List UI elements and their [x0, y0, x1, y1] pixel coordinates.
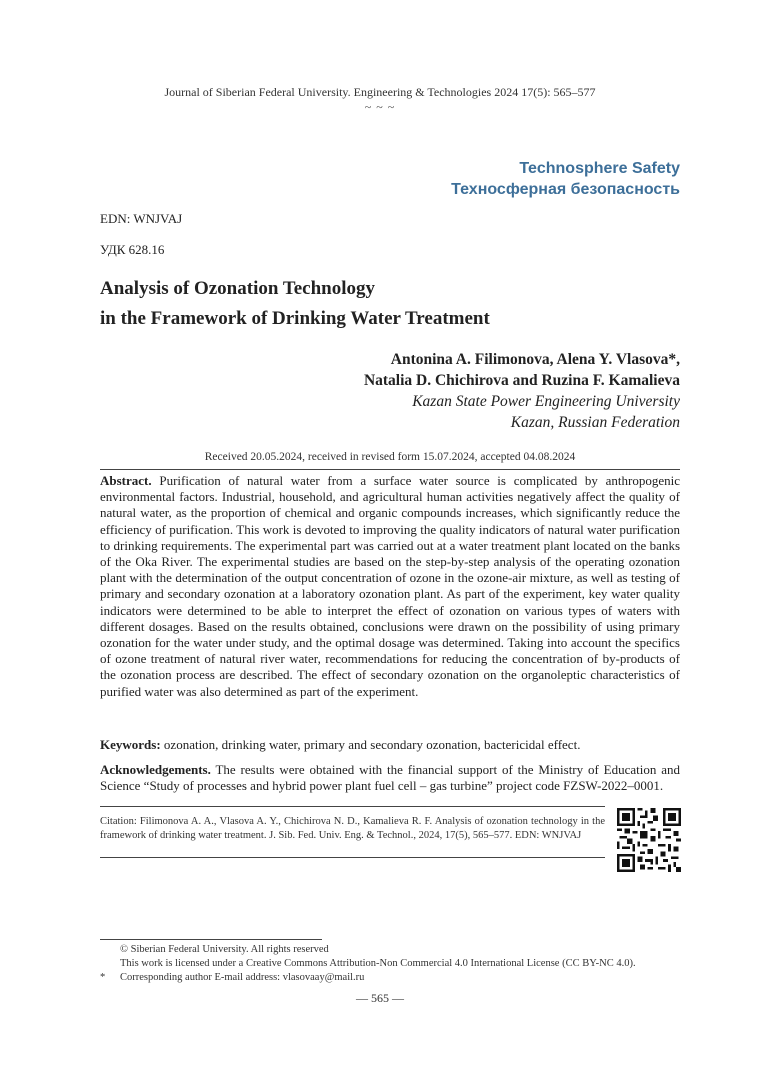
keywords	[100, 737, 680, 753]
abstract	[100, 473, 680, 700]
citation: Citation: Filimonova A. A., Vlasova A. Y., Chichirova N. D., Kamalieva R. F. Analysis of ozonation technology in the framework of drinking water treatment. J. Sib. Fed. Univ. Eng. & Technol., 2024, 17(5), 565–577. EDN: WNJVAJ	[100, 816, 605, 841]
footnote-divider	[100, 939, 322, 940]
abstract-text: Purification of natural water from a surface water source is complicated by anthropogenic environmental factors. Industrial, household, and agricultural human activities negatively affect the quality of natural water, as the proportion of chemical and organic compounds increases, which significantly reduce the efficiency of purification. This work is devoted to improving the quality indicators of natural water purification to drinking requirements. The experimental part was carried out at a water treatment plant located on the banks of the Oka River. The experimental studies are based on the step-by-step analysis of the operating ozonation plant with the determination of the output concentration of ozone in the ozone-air mixture, as well as testing of primary and secondary ozonation at a laboratory ozonation plant. As part of the experiment, key water quality indicators were determined to be able to interpret the effect of ozonation on various types of waters with different dosages. Based on the results obtained, conclusions were drawn on the possibility of using primary ozonation for the water under study, and the optimal dosage was determined. Taking into account the specifics of ozone treatment of natural river water, recommendations for reducing the concentration of by-products of the ozonation process are described. The effect of secondary ozonation on the organoleptic characteristics of purified water was also determined as part of the experiment.	[100, 473, 681, 699]
authors-line-2: Natalia D. Chichirova and Ruzina F. Kamalieva	[363, 372, 680, 389]
edn-code: EDN: WNJVAJ	[100, 211, 183, 226]
affiliation-line-1: Kazan State Power Engineering University	[412, 393, 680, 410]
article-title-line-1: Analysis of Ozonation Technology	[100, 278, 376, 299]
section-title-en: Technosphere Safety	[519, 160, 680, 177]
received-dates: Received 20.05.2024, received in revised form 15.07.2024, accepted 04.08.2024	[204, 451, 576, 463]
udk-code: УДК 628.16	[100, 242, 165, 257]
divider-top	[100, 469, 680, 470]
corresponding-marker: *	[100, 972, 106, 983]
qr-code-icon[interactable]	[617, 808, 681, 872]
affiliation-line-2: Kazan, Russian Federation	[510, 414, 680, 431]
citation-divider-top	[100, 806, 605, 807]
license-notice: This work is licensed under a Creative Commons Attribution-Non Commercial 4.0 International License (CC BY-NC 4.0).	[120, 958, 636, 969]
acknowledgements	[100, 762, 680, 794]
corresponding-author: Corresponding author E-mail address: vlasovaay@mail.ru	[120, 972, 365, 983]
abstract-label: Abstract.	[100, 473, 152, 488]
header-ornament: ~ ~ ~	[364, 100, 396, 114]
keywords-label: Keywords:	[100, 737, 161, 752]
section-title-ru: Техносферная безопасность	[451, 181, 680, 198]
page-number: — 565 —	[356, 991, 404, 1005]
acknowledgements-label: Acknowledgements.	[100, 762, 211, 777]
citation-divider-bottom	[100, 857, 605, 858]
keywords-text: ozonation, drinking water, primary and secondary ozonation, bactericidal effect.	[163, 737, 581, 752]
acknowledgements-text: The results were obtained with the financial support of the Ministry of Education and Science “Study of processes and hybrid power plant fuel cell – gas turbine” project code FZSW-2022–0001.	[100, 762, 680, 794]
author-list	[364, 349, 680, 433]
copyright-notice: © Siberian Federal University. All rights reserved	[120, 944, 329, 955]
journal-header: Journal of Siberian Federal University. Engineering & Technologies 2024 17(5): 565–577	[164, 85, 596, 99]
authors-line-1: Antonina A. Filimonova, Alena Y. Vlasova*,	[390, 351, 680, 368]
article-title-line-2: in the Framework of Drinking Water Treatment	[100, 308, 490, 329]
